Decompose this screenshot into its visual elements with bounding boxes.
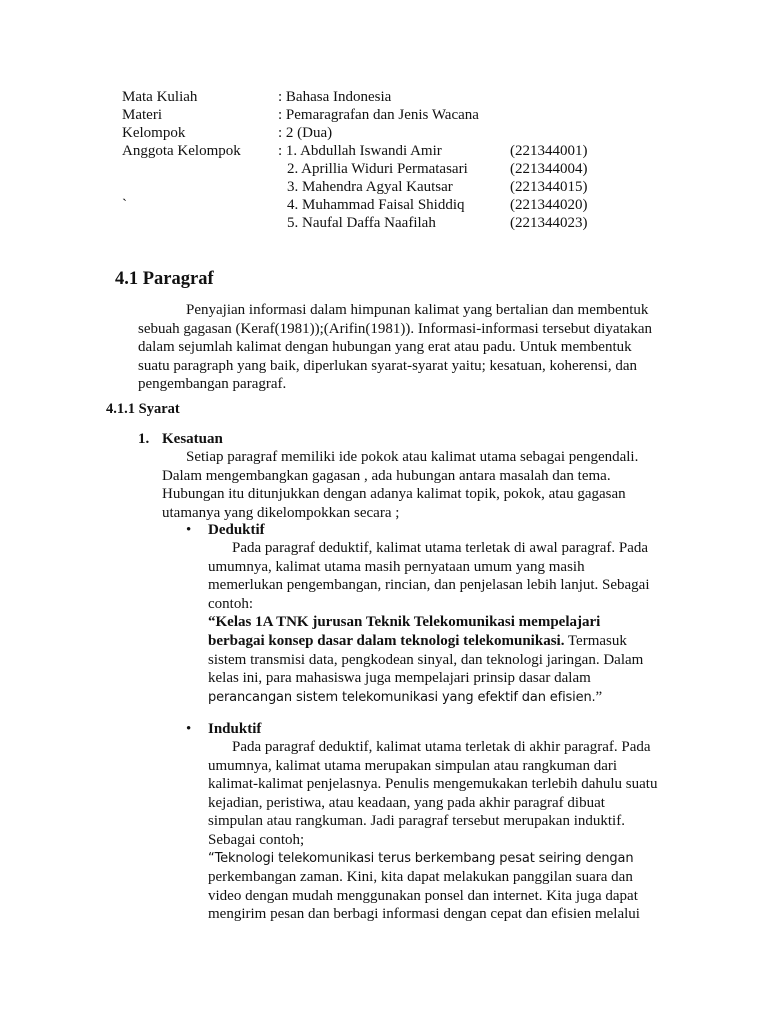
info-label-materi: Materi [122, 107, 162, 123]
example-line: perkembangan zaman. Kini, kita dapat melakukan panggilan suara dan [208, 869, 633, 886]
paragraph-line: dalam sejumlah kalimat dengan hubungan yang erat atau padu. Untuk membentuk [138, 339, 632, 356]
paragraph-line: contoh: [208, 595, 253, 612]
paragraph-line: pengembangan paragraf. [138, 376, 287, 393]
member-3-nim: (221344015) [510, 179, 588, 195]
example-cont-span: Termasuk [564, 632, 627, 649]
info-value-kelompok: : 2 (Dua) [278, 125, 333, 141]
example-line: video dengan mudah menggunakan ponsel dan internet. Kita juga dapat [208, 887, 638, 904]
item-title-kesatuan: Kesatuan [162, 431, 223, 447]
info-label-mata-kuliah: Mata Kuliah [122, 89, 198, 105]
example-line: “Kelas 1A TNK jurusan Teknik Telekomunikasi mempelajari [208, 614, 601, 631]
member-4-name: 4. Muhammad Faisal Shiddiq [287, 197, 465, 213]
info-value-mata-kuliah: : Bahasa Indonesia [278, 89, 392, 105]
member-1-nim: (221344001) [510, 143, 588, 159]
paragraph-line: suatu paragraph yang baik, diperlukan syarat-syarat yaitu; kesatuan, koherensi, dan [138, 357, 637, 374]
paragraph-line: Pada paragraf deduktif, kalimat utama terletak di akhir paragraf. Pada [232, 739, 651, 755]
paragraph-line: kalimat-kalimat penjelasnya. Penulis mengemukakan terlebih dahulu suatu [208, 776, 658, 793]
induktif-paragraph [208, 738, 657, 924]
paragraph-line: memerlukan pengembangan, rincian, dan penjelasan lebih lanjut. Sebagai [208, 577, 650, 594]
paragraph-line: Sebagai contoh; [208, 831, 305, 848]
member-2-nim: (221344004) [510, 161, 588, 177]
info-label-kelompok: Kelompok [122, 125, 186, 141]
member-1-name: : 1. Abdullah Iswandi Amir [278, 143, 442, 159]
bullet-icon: • [186, 721, 192, 737]
deduktif-paragraph [208, 539, 650, 707]
stray-mark: ` [122, 197, 127, 213]
member-4-nim: (221344020) [510, 197, 588, 213]
item-title-deduktif: Deduktif [208, 522, 265, 538]
paragraph-line: umumnya, kalimat utama merupakan simpulan atau rangkuman dari [208, 757, 618, 774]
kesatuan-paragraph [162, 448, 638, 522]
paragraph-line: Hubungan itu ditunjukkan dengan adanya kalimat topik, pokok, atau gagasan [162, 486, 626, 503]
example-close-span: ” [595, 688, 603, 705]
paragraph-line: Dalam mengembangkan gagasan , ada hubungan antara masalah dan tema. [162, 467, 611, 484]
paragraph-line: umumnya, kalimat utama masih pernyataan umum yang masih [208, 558, 585, 575]
paragraph-line: utamanya yang dikelompokkan secara ; [162, 504, 400, 521]
section-heading-4-1: 4.1 Paragraf [115, 269, 214, 289]
paragraph-line: simpulan atau rangkuman. Jadi paragraf tersebut merupakan induktif. [208, 813, 625, 830]
info-value-materi: : Pemaragrafan dan Jenis Wacana [278, 107, 479, 123]
example-line [208, 632, 650, 651]
example-bold-span: berbagai konsep dasar dalam teknologi telekomunikasi. [208, 632, 565, 649]
example-line: kelas ini, para mahasiswa juga mempelajari prinsip dasar dalam [208, 670, 591, 687]
example-line [208, 688, 650, 708]
example-line: mengirim pesan dan berbagi informasi dengan cepat dan efisien melalui [208, 906, 640, 923]
list-number-1: 1. [138, 431, 150, 447]
paragraph-line: Penyajian informasi dalam himpunan kalimat yang bertalian dan membentuk [186, 302, 649, 318]
section-heading-4-1-1: 4.1.1 Syarat [106, 401, 180, 417]
paragraph-line: kejadian, peristiwa, atau keadaan, yang pada akhir paragraf dibuat [208, 794, 605, 811]
bullet-icon: • [186, 522, 192, 538]
item-title-induktif: Induktif [208, 721, 262, 737]
example-last-span: perancangan sistem telekomunikasi yang efektif dan efisien. [208, 689, 596, 705]
example-line: sistem transmisi data, pengkodean sinyal, dan teknologi jaringan. Dalam [208, 651, 644, 668]
section-4-1-paragraph [138, 301, 652, 394]
member-5-nim: (221344023) [510, 215, 588, 231]
member-3-name: 3. Mahendra Agyal Kautsar [287, 179, 453, 195]
paragraph-line: Setiap paragraf memiliki ide pokok atau kalimat utama sebagai pengendali. [186, 449, 639, 465]
info-label-anggota: Anggota Kelompok [122, 143, 241, 159]
paragraph-line: sebuah gagasan (Keraf(1981));(Arifin(1981)). Informasi-informasi tersebut diyatakan [138, 320, 652, 337]
example-line: “Teknologi telekomunikasi terus berkembang pesat seiring dengan [208, 850, 634, 866]
paragraph-line: Pada paragraf deduktif, kalimat utama terletak di awal paragraf. Pada [232, 540, 649, 556]
member-2-name: 2. Aprillia Widuri Permatasari [287, 161, 468, 177]
member-5-name: 5. Naufal Daffa Naafilah [287, 215, 436, 231]
